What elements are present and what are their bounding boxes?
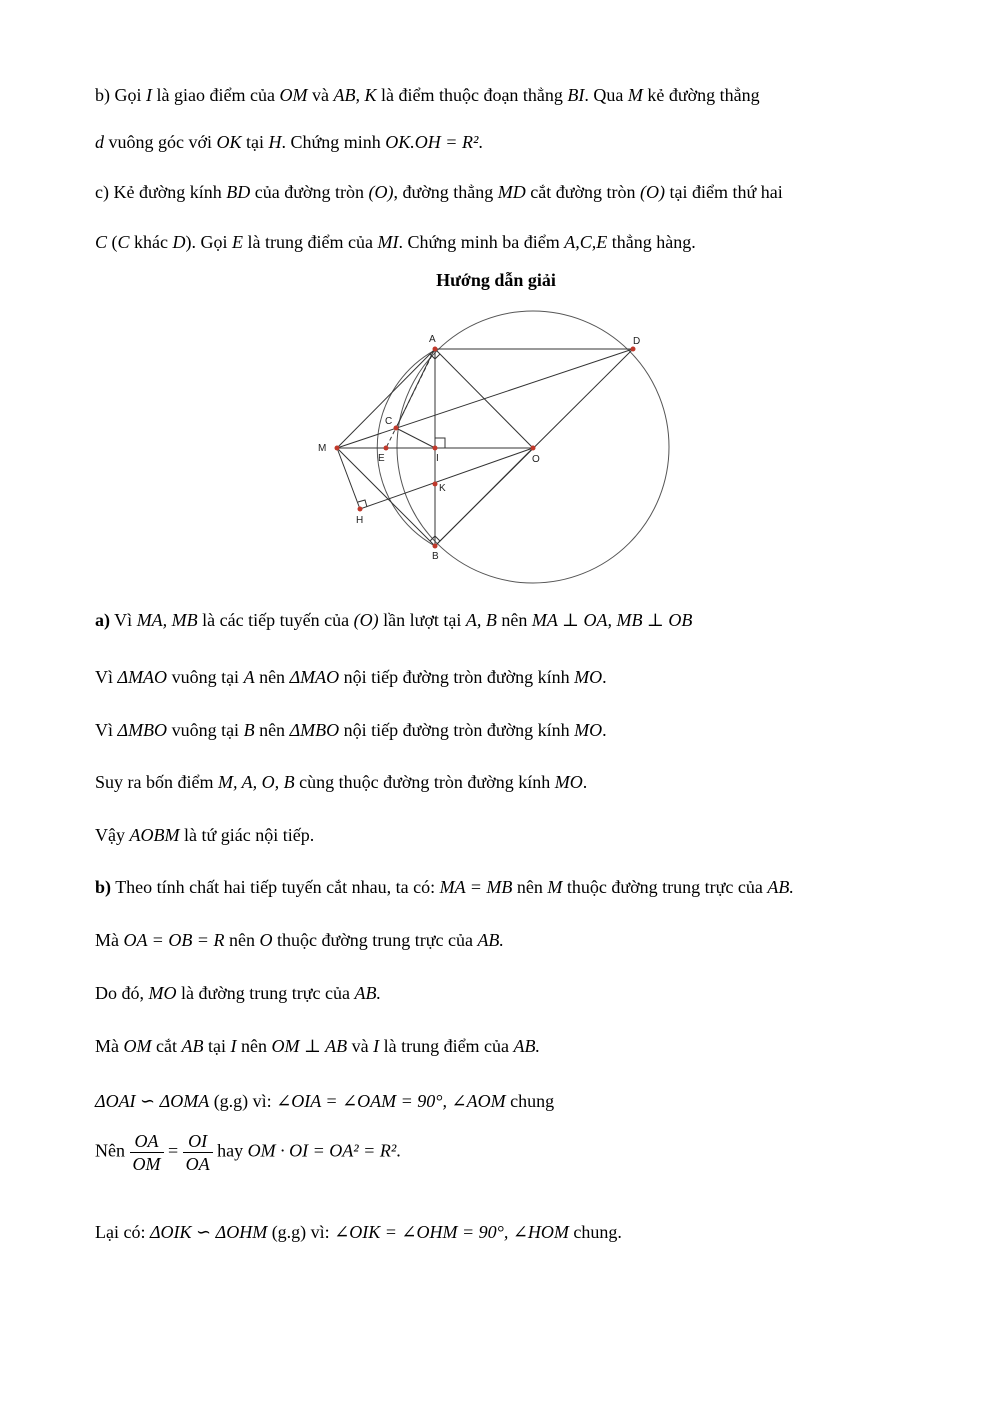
point-d	[631, 347, 636, 352]
label-k: K	[439, 483, 446, 494]
label-i: I	[436, 453, 439, 464]
label-c: C	[385, 416, 393, 427]
point-o	[531, 446, 536, 451]
point-h	[358, 507, 363, 512]
label-b: B	[432, 551, 439, 562]
point-i	[433, 446, 438, 451]
segment-ma	[337, 349, 435, 448]
label-o: O	[532, 454, 540, 465]
solution-a-line-5: Vậy AOBM là tứ giác nội tiếp.	[95, 825, 315, 845]
point-e	[384, 446, 389, 451]
fraction-oa-om: $\frac{OA}{OM}$	[130, 1132, 164, 1173]
solution-b-line-6: Nên $\frac{OA}{OM}$ = $\frac{OI}{OA}$ hay OM · OI = OA² = R².	[95, 1131, 401, 1174]
point-a	[433, 347, 438, 352]
geometry-figure	[300, 300, 700, 600]
segment-ho	[360, 448, 533, 509]
solution-b-line-7: Lại có: ΔOIK ∽ ΔOHM (g.g) vì: ∠OIK = ∠OHM = 90°, ∠HOM chung.	[95, 1222, 622, 1242]
label-m: M	[318, 443, 327, 454]
solution-b-line-5: ΔOAI ∽ ΔOMA (g.g) vì: ∠OIA = ∠OAM = 90°, ∠AOM chung	[95, 1091, 555, 1111]
label-e: E	[378, 453, 385, 464]
point-k	[433, 482, 438, 487]
solution-b-line-2: Mà OA = OB = R nên O thuộc đường trung trực của AB.	[95, 930, 504, 950]
problem-c-line: c) Kẻ đường kính BD của đường tròn (O), đường thẳng MD cắt đường tròn (O) tại điểm thứ hai	[95, 182, 783, 202]
solution-a-line-2: Vì ΔMAO vuông tại A nên ΔMAO nội tiếp đường tròn đường kính MO.	[95, 667, 607, 687]
problem-b-line: b) Gọi I là giao điểm của OM và AB, K là điểm thuộc đoạn thẳng BI. Qua M kẻ đường thẳng	[95, 85, 760, 105]
solution-a-line-4: Suy ra bốn điểm M, A, O, B cùng thuộc đường tròn đường kính MO.	[95, 772, 588, 792]
solution-a-line-3: Vì ΔMBO vuông tại B nên ΔMBO nội tiếp đường tròn đường kính MO.	[95, 720, 607, 740]
fraction-oi-oa: $\frac{OI}{OA}$	[183, 1132, 213, 1173]
point-m	[335, 446, 340, 451]
section-title: Hướng dẫn giải	[436, 270, 556, 290]
problem-b-line-2: d vuông góc với OK tại H. Chứng minh OK.OH = R².	[95, 132, 483, 152]
segment-md	[337, 349, 633, 448]
solution-b-line-1: b) Theo tính chất hai tiếp tuyến cắt nhau, ta có: MA = MB nên M thuộc đường trung trực của AB.	[95, 877, 794, 897]
label-a: A	[429, 334, 436, 345]
segment-mh	[337, 448, 360, 509]
solution-b-line-3: Do đó, MO là đường trung trực của AB.	[95, 983, 381, 1003]
solution-b-line-4: Mà OM cắt AB tại I nên OM ⊥ AB và I là trung điểm của AB.	[95, 1036, 541, 1056]
point-c	[394, 426, 399, 431]
label-d: D	[633, 336, 641, 347]
segment-ib-mark	[396, 352, 433, 428]
segment-ic	[396, 428, 435, 448]
problem-c-line-2: C (C khác D). Gọi E là trung điểm của MI. Chứng minh ba điểm A,C,E thẳng hàng.	[95, 232, 696, 252]
segment-mb	[337, 448, 435, 546]
label-h: H	[356, 515, 364, 526]
solution-a-line-1: a) Vì MA, MB là các tiếp tuyến của (O) lần lượt tại A, B nên MA ⊥ OA, MB ⊥ OB	[95, 610, 693, 630]
point-b	[433, 544, 438, 549]
